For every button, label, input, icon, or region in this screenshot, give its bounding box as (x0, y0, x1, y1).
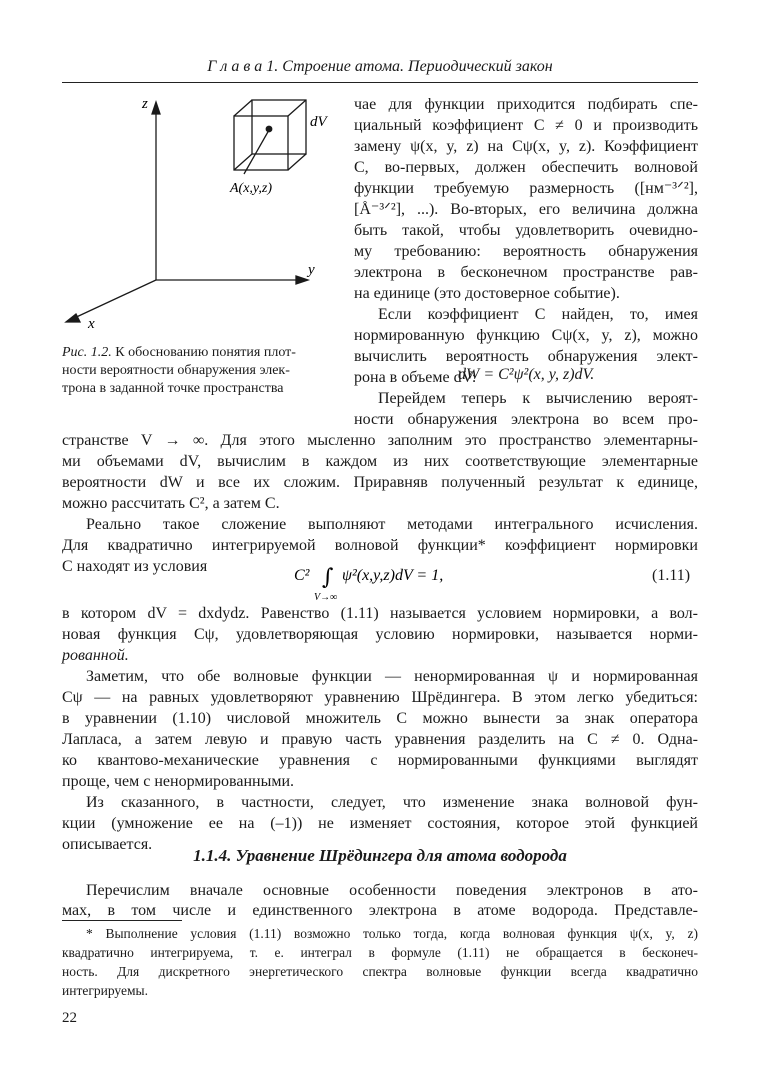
text-line: нормированную функцию Cψ(x, y, z), можно (354, 327, 698, 344)
text-line: функции требуемую размерность ([нм⁻³ᐟ²], (354, 180, 698, 197)
text-line: Из сказанного, в частности, следует, что изменение знака волновой фун- (86, 794, 698, 811)
page-number: 22 (62, 1010, 77, 1026)
text-line: на единице (это достоверное событие). (354, 285, 620, 302)
volume-label: dV (310, 114, 327, 130)
text-line: Лапласа, а затем левую и правую часть уравнения разделить на C ≠ 0. Одна- (62, 731, 698, 748)
text-line: проще, чем с ненормированными. (62, 773, 295, 790)
equation-number: (1.11) (652, 567, 691, 584)
running-head: Г л а в а 1. Строение атома. Периодический закон (62, 58, 698, 83)
text-line: Cψ — на равных удовлетворяют уравнению Шрёдингера. В этом легко убедиться: (62, 689, 698, 706)
text-line: [Å⁻³ᐟ²], ...). Во-вторых, его величина должна (354, 201, 698, 218)
text-line: Если коэффициент C найден, то, имея (378, 306, 698, 323)
text-line: в котором dV = dxdydz. Равенство (1.11) называется условием нормировки, а вол- (62, 605, 698, 622)
caption-line: ности вероятности обнаружения элек- (62, 363, 290, 378)
text-line: рона в объеме dV: (354, 369, 477, 386)
x-axis (70, 280, 156, 320)
section-heading: 1.1.4. Уравнение Шрёдингера для атома водорода (193, 846, 567, 865)
footnote-line: интегрируемы. (62, 983, 148, 998)
text-line: ности обнаружения электрона во всем про- (354, 411, 698, 428)
footnote-line: ность. Для дискретного энергетического спектра волновые функции всегда квадратично (62, 964, 698, 979)
text-line: вероятности dW и все их сложим. Приравняв полученный результат к единице, (62, 474, 698, 491)
footnote-rule (62, 920, 182, 921)
axis-z-label: z (142, 96, 148, 112)
text-line: новая функция Cψ, удовлетворяющая условию нормировки, называется норми- (62, 626, 698, 643)
caption-number: Рис. 1.2. (62, 345, 112, 360)
y-axis-arrow (296, 276, 308, 284)
text-line: странстве V → ∞. Для этого мысленно заполним это пространство элементарны- (62, 432, 698, 449)
formula-dw: dW = C²ψ²(x, y, z)dV. (458, 366, 595, 383)
x-axis-arrow (66, 314, 80, 322)
equation-normalization (284, 562, 484, 604)
figure-coordinate-cube (58, 88, 330, 340)
text-line: быть такой, чтобы удовлетворить очевидно- (354, 222, 698, 239)
point-label: A(x,y,z) (230, 181, 272, 196)
point-a (266, 126, 273, 133)
text-line: Перечислим вначале основные особенности поведения электронов в ато- (86, 882, 698, 899)
text-line: мах, в том числе и единственного электрона в атоме водорода. Представле- (62, 902, 698, 919)
text-line: чае для функции приходится подбирать спе- (354, 96, 698, 113)
text-line: C, во-первых, должен обеспечить волновой (354, 159, 698, 176)
eq-limit: V→∞ (314, 592, 338, 603)
text-line: кции (умножение ее на (–1)) не изменяет состояния, которое этой функцией (62, 815, 698, 832)
text-line: Заметим, что обе волновые функции — ненормированная ψ и нормированная (86, 668, 698, 685)
figure-caption (62, 344, 328, 398)
text-line: рованной. (62, 647, 129, 664)
text-line: описывается. (62, 836, 153, 853)
text-line: циальный коэффициент C ≠ 0 и производить (354, 117, 698, 134)
text-line: Реально такое сложение выполняют методами интегрального исчисления. (86, 516, 698, 533)
eq-lhs: C² (294, 567, 310, 584)
caption-line: К обоснованию понятия плот- (115, 345, 296, 360)
text-line: вычислить вероятность обнаружения элект- (354, 348, 698, 365)
text-line: замену ψ(x, y, z) на Cψ(x, y, z). Коэффициент (354, 138, 698, 155)
text-line: Для квадратично интегрируемой волновой функции* коэффициент нормировки (62, 537, 698, 554)
eq-integrand: ψ²(x,y,z)dV = 1, (342, 567, 444, 584)
text-line: му требованию: вероятность обнаружения (354, 243, 698, 260)
text-line: ми объемами dV, вычислим в каждом из них соответствующие элементарные (62, 453, 698, 470)
z-axis-arrow (152, 102, 160, 114)
footnote-line: квадратично интегрируема, т. е. интеграл в формуле (1.11) не обращается в бесконеч- (62, 945, 698, 960)
footnote-line: * Выполнение условия (1.11) возможно только тогда, когда волновая функция ψ(x, y, z) (86, 926, 698, 941)
text-line: в уравнении (1.10) числовой множитель C можно вынести за знак оператора (62, 710, 698, 727)
text-line: ко квантово-механические уравнения с нормированными функциями выглядят (62, 752, 698, 769)
text-line: электрона в бесконечном пространстве рав- (354, 264, 698, 281)
caption-line: трона в заданной точке пространства (62, 381, 284, 396)
text-line: Перейдем теперь к вычислению вероят- (378, 390, 698, 407)
text-line: можно рассчитать C², а затем C. (62, 495, 280, 512)
point-leader (244, 130, 269, 174)
volume-cube (234, 100, 306, 170)
axis-x-label: x (88, 316, 95, 332)
text-line: C находят из условия (62, 558, 208, 575)
eq-integral-sign: ∫ (322, 565, 334, 590)
axis-y-label: y (308, 262, 315, 278)
